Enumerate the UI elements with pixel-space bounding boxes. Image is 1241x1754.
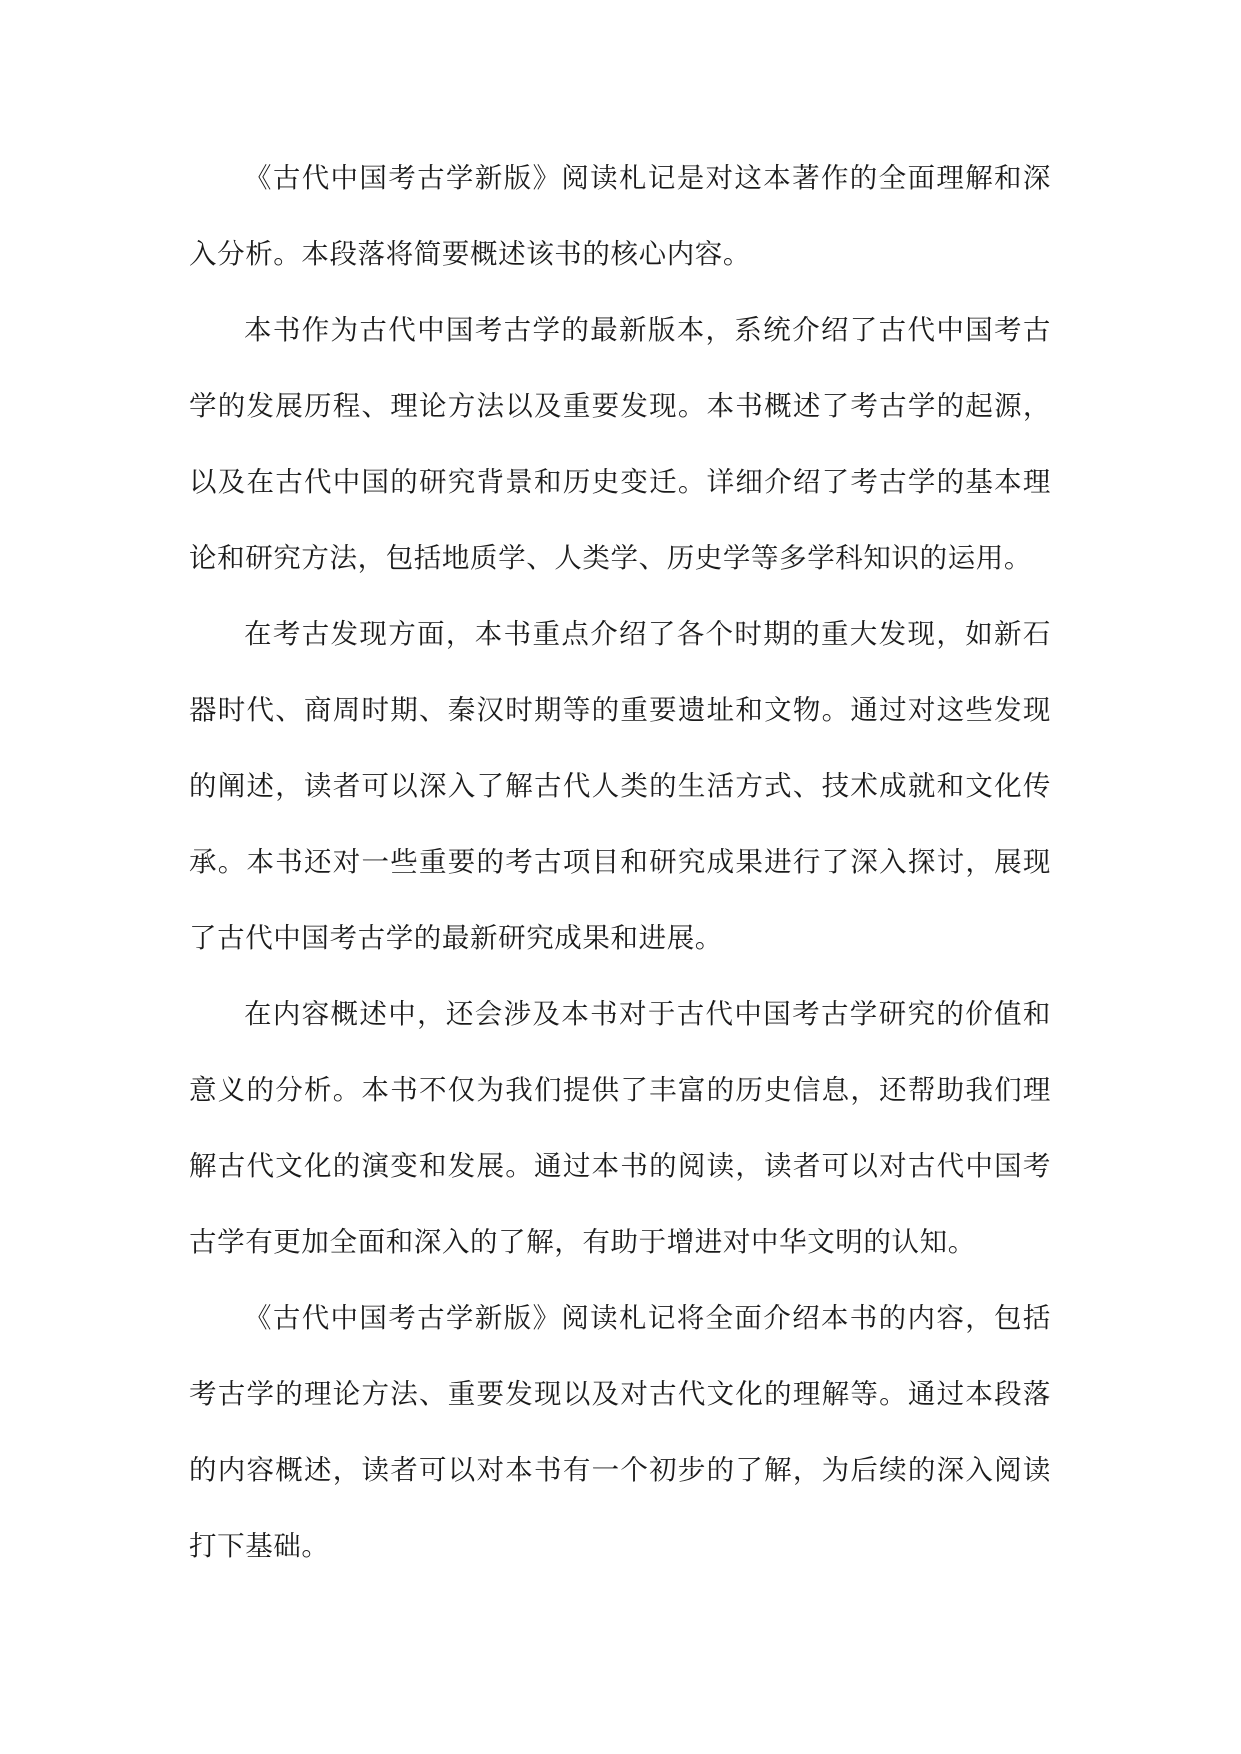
- paragraph-overview: 本书作为古代中国考古学的最新版本，系统介绍了古代中国考古学的发展历程、理论方法以及重要发现。本书概述了考古学的起源，以及在古代中国的研究背景和历史变迁。详细介绍了考古学的基本理论和研究方法，包括地质学、人类学、历史学等多学科知识的运用。: [189, 314, 1051, 574]
- paragraph-conclusion: 《古代中国考古学新版》阅读札记将全面介绍本书的内容，包括考古学的理论方法、重要发现以及对古代文化的理解等。通过本段落的内容概述，读者可以对本书有一个初步的了解，为后续的深入阅读打下基础。: [189, 1302, 1051, 1562]
- document-body: [189, 140, 1051, 1584]
- paragraph-intro: 《古代中国考古学新版》阅读札记是对这本著作的全面理解和深入分析。本段落将简要概述该书的核心内容。: [189, 162, 1051, 270]
- paragraph-discoveries: 在考古发现方面，本书重点介绍了各个时期的重大发现，如新石器时代、商周时期、秦汉时期等的重要遗址和文物。通过对这些发现的阐述，读者可以深入了解古代人类的生活方式、技术成就和文化传承。本书还对一些重要的考古项目和研究成果进行了深入探讨，展现了古代中国考古学的最新研究成果和进展。: [189, 618, 1051, 954]
- paragraph-significance: 在内容概述中，还会涉及本书对于古代中国考古学研究的价值和意义的分析。本书不仅为我们提供了丰富的历史信息，还帮助我们理解古代文化的演变和发展。通过本书的阅读，读者可以对古代中国考古学有更加全面和深入的了解，有助于增进对中华文明的认知。: [189, 998, 1051, 1258]
